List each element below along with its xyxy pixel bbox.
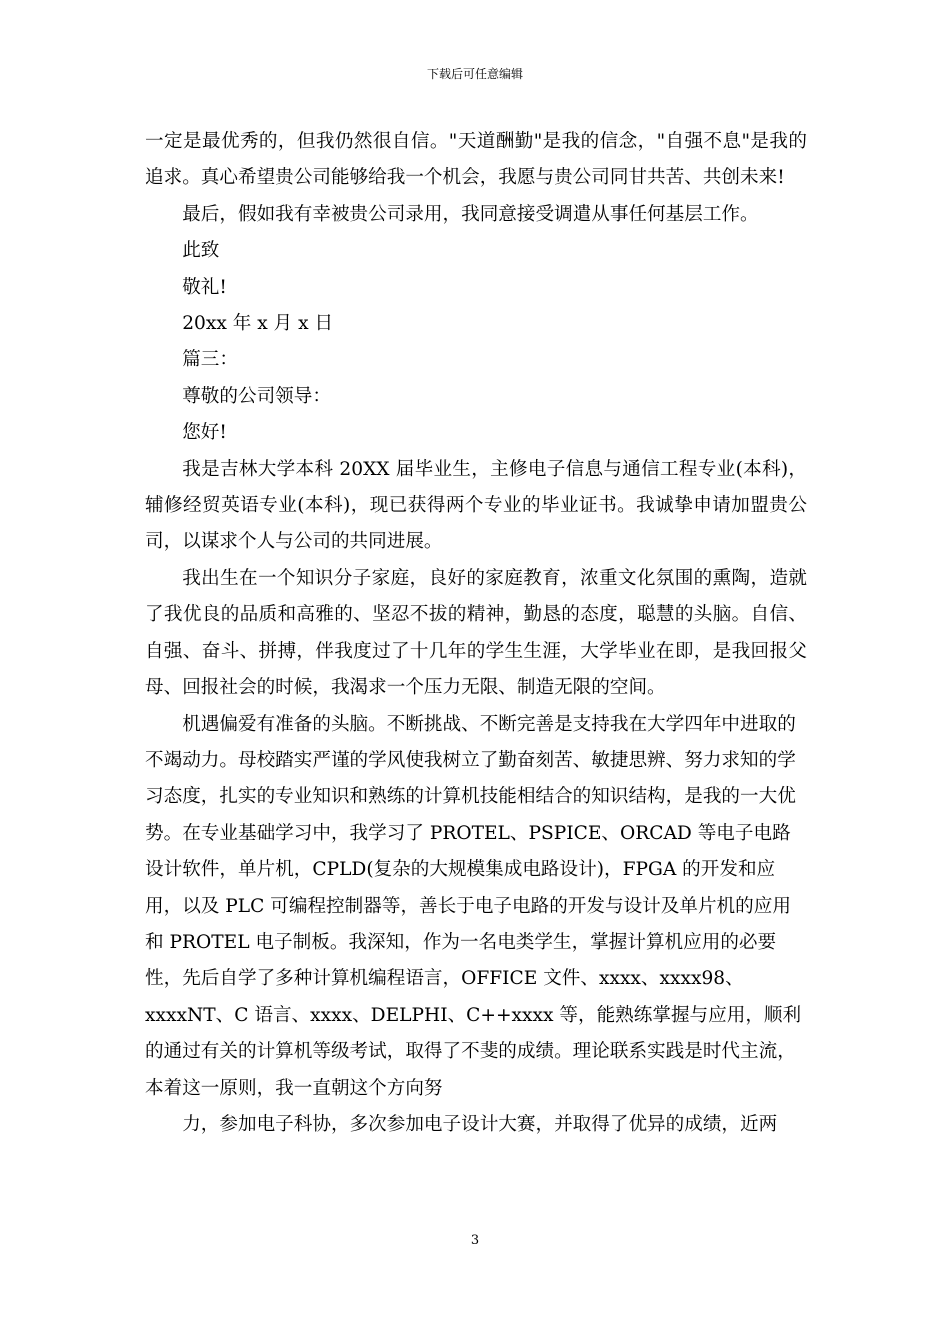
letter-greeting: 您好! <box>182 422 227 444</box>
page-footer <box>0 1233 950 1249</box>
section-title: 篇三： <box>182 349 238 371</box>
paragraph-skills: 机遇偏爱有准备的头脑。不断挑战、不断完善是支持我在大学四年中进取的不竭动力。母校踏实严谨的学风使我树立了勤奋刻苦、敏捷思辨、努力求知的学习态度，扎实的专业知识和熟练的计算机技能相结合的知识结构，是我的一大优势。在专业基础学习中，我学习了 PROTEL、PSPICE、ORCAD 等电子电路设计软件，单片机，CPLD(复杂的大规模集成电路设计)，FPGA 的开发和应用，以及 PLC 可编程控制器等，善长于电子电路的开发与设计及单片机的应用和 PROTEL 电子制板。我深知，作为一名电类学生，掌握计算机应用的必要性，先后自学了多种计算机编程语言，OFFICE 文件、xxxx、xxxx98、xxxxNT、C 语言、xxxx、DELPHI、C++xxxx 等，能熟练掌握与应用，顺利的通过有关的计算机等级考试，取得了不斐的成绩。理论联系实践是时代主流，本着这一原则，我一直朝这个方向努 <box>145 713 802 1099</box>
salutation-respect: 敬礼! <box>182 276 227 298</box>
letter-date: 20xx 年 x 月 x 日 <box>182 313 334 335</box>
document-body <box>145 124 807 1143</box>
letter-addressee: 尊敬的公司领导： <box>182 385 331 407</box>
paragraph-continued: 力，参加电子科协，多次参加电子设计大赛，并取得了优异的成绩，近两 <box>182 1113 778 1135</box>
salutation-closing: 此致 <box>182 240 220 262</box>
paragraph-background: 我出生在一个知识分子家庭，良好的家庭教育，浓重文化氛围的熏陶，造就了我优良的品质和高雅的、坚忍不拔的精神，勤恳的态度，聪慧的头脑。自信、自强、奋斗、拼搏，伴我度过了十几年的学生生涯，大学毕业在即，是我回报父母、回报社会的时候，我渴求一个压力无限、制造无限的空间。 <box>145 567 807 699</box>
page-header <box>0 66 950 82</box>
header-note: 下载后可任意编辑 <box>426 67 523 81</box>
paragraph-2: 最后，假如我有幸被贵公司录用，我同意接受调遣从事任何基层工作。 <box>182 203 759 225</box>
paragraph-1: 一定是最优秀的，但我仍然很自信。"天道酬勤"是我的信念，"自强不息"是我的追求。真心希望贵公司能够给我一个机会，我愿与贵公司同甘共苦、共创未来! <box>145 131 807 189</box>
paragraph-intro: 我是吉林大学本科 20XX 届毕业生，主修电子信息与通信工程专业(本科)，辅修经贸英语专业(本科)，现已获得两个专业的毕业证书。我诚挚申请加盟贵公司，以谋求个人与公司的共同进展。 <box>145 458 807 553</box>
page-number: 3 <box>470 1233 480 1248</box>
